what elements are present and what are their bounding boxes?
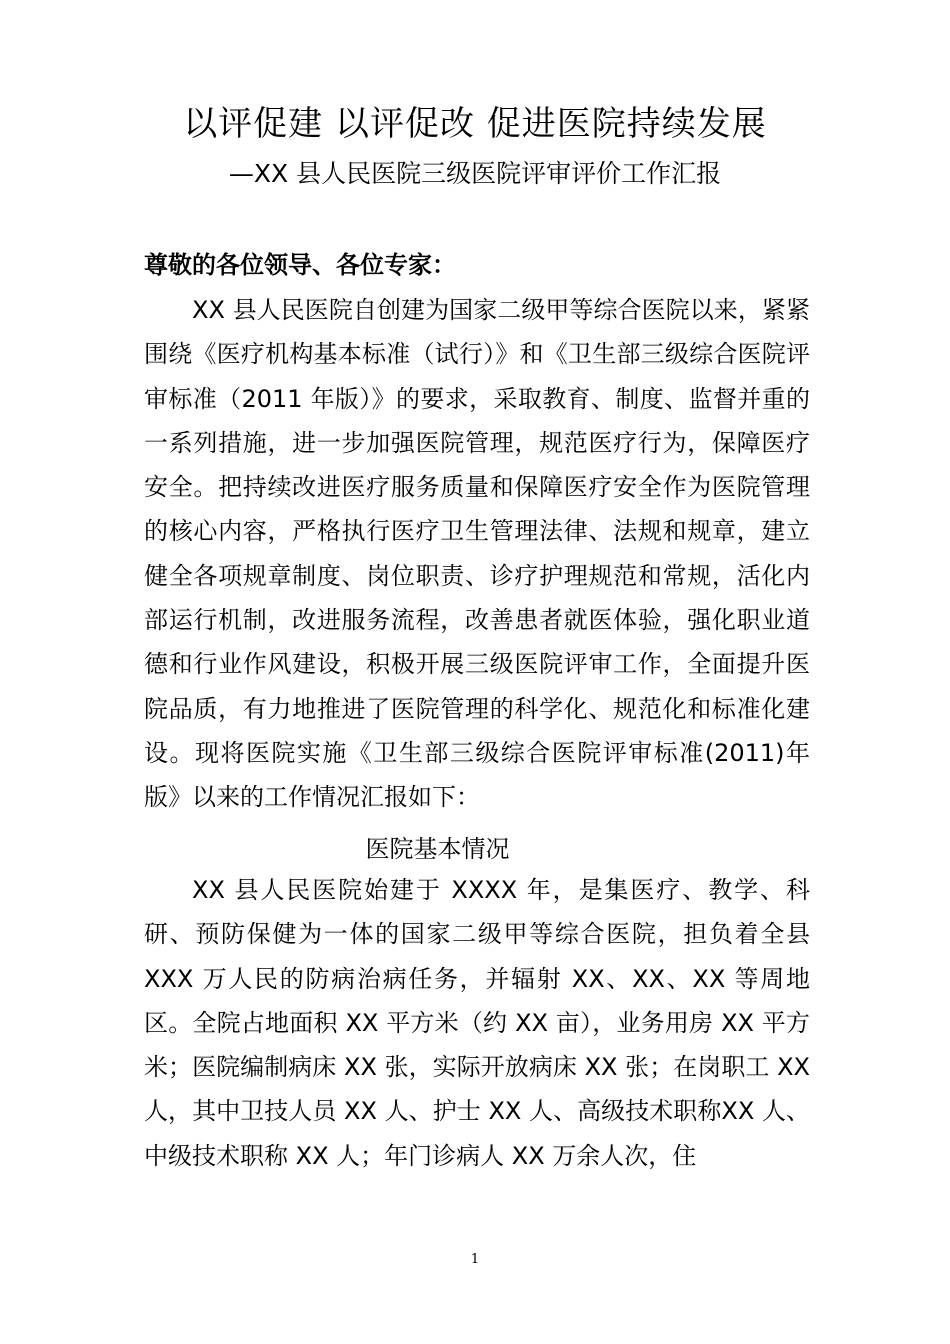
document-title: 以评促建 以评促改 促进医院持续发展 [183,104,767,144]
body-paragraph-intro: XX 县人民医院自创建为国家二级甲等综合医院以来，紧紧围绕《医疗机构基本标准（试行）》和《卫生部三级综合医院评审标准（2011 年版）》的要求，采取教育、制度、监督并重的一系列措施，进一步加强医院管理，规范医疗行为，保障医疗安全。把持续改进医疗服务质量和保障医疗安全作为医院管理的核心内容，严格执行医疗卫生管理法律、法规和规章，建立健全各项规章制度、岗位职责、诊疗护理规范和常规，活化内部运行机制，改进服务流程，改善患者就医体验，强化职业道德和行业作风建设，积极开展三级医院评审工作，全面提升医院品质，有力地推进了医院管理的科学化、规范化和标准化建设。现将医院实施《卫生部三级综合医院评审标准(2011)年版》以来的工作情况汇报如下： [144,296,810,812]
page-number: 1 [470,1252,480,1267]
document-subtitle: —XX 县人民医院三级医院评审评价工作汇报 [228,159,722,188]
body-paragraph-basic-info: XX 县人民医院始建于 XXXX 年，是集医疗、教学、科研、预防保健为一体的国家二级甲等综合医院，担负着全县XXX 万人民的防病治病任务，并辐射 XX、XX、XX 等周地区。全院占地面积 XX 平方米（约 XX 亩），业务用房 XX 平方米；医院编制病床 XX 张，实际开放病床 XX 张；在岗职工 XX 人，其中卫技人员 XX 人、护士 XX 人、高级技术职称XX 人、中级技术职称 XX 人；年门诊病人 XX 万余人次，住 [144,876,810,1170]
section-heading: 医院基本情况 [365,835,510,863]
salutation: 尊敬的各位领导、各位专家： [144,251,456,279]
